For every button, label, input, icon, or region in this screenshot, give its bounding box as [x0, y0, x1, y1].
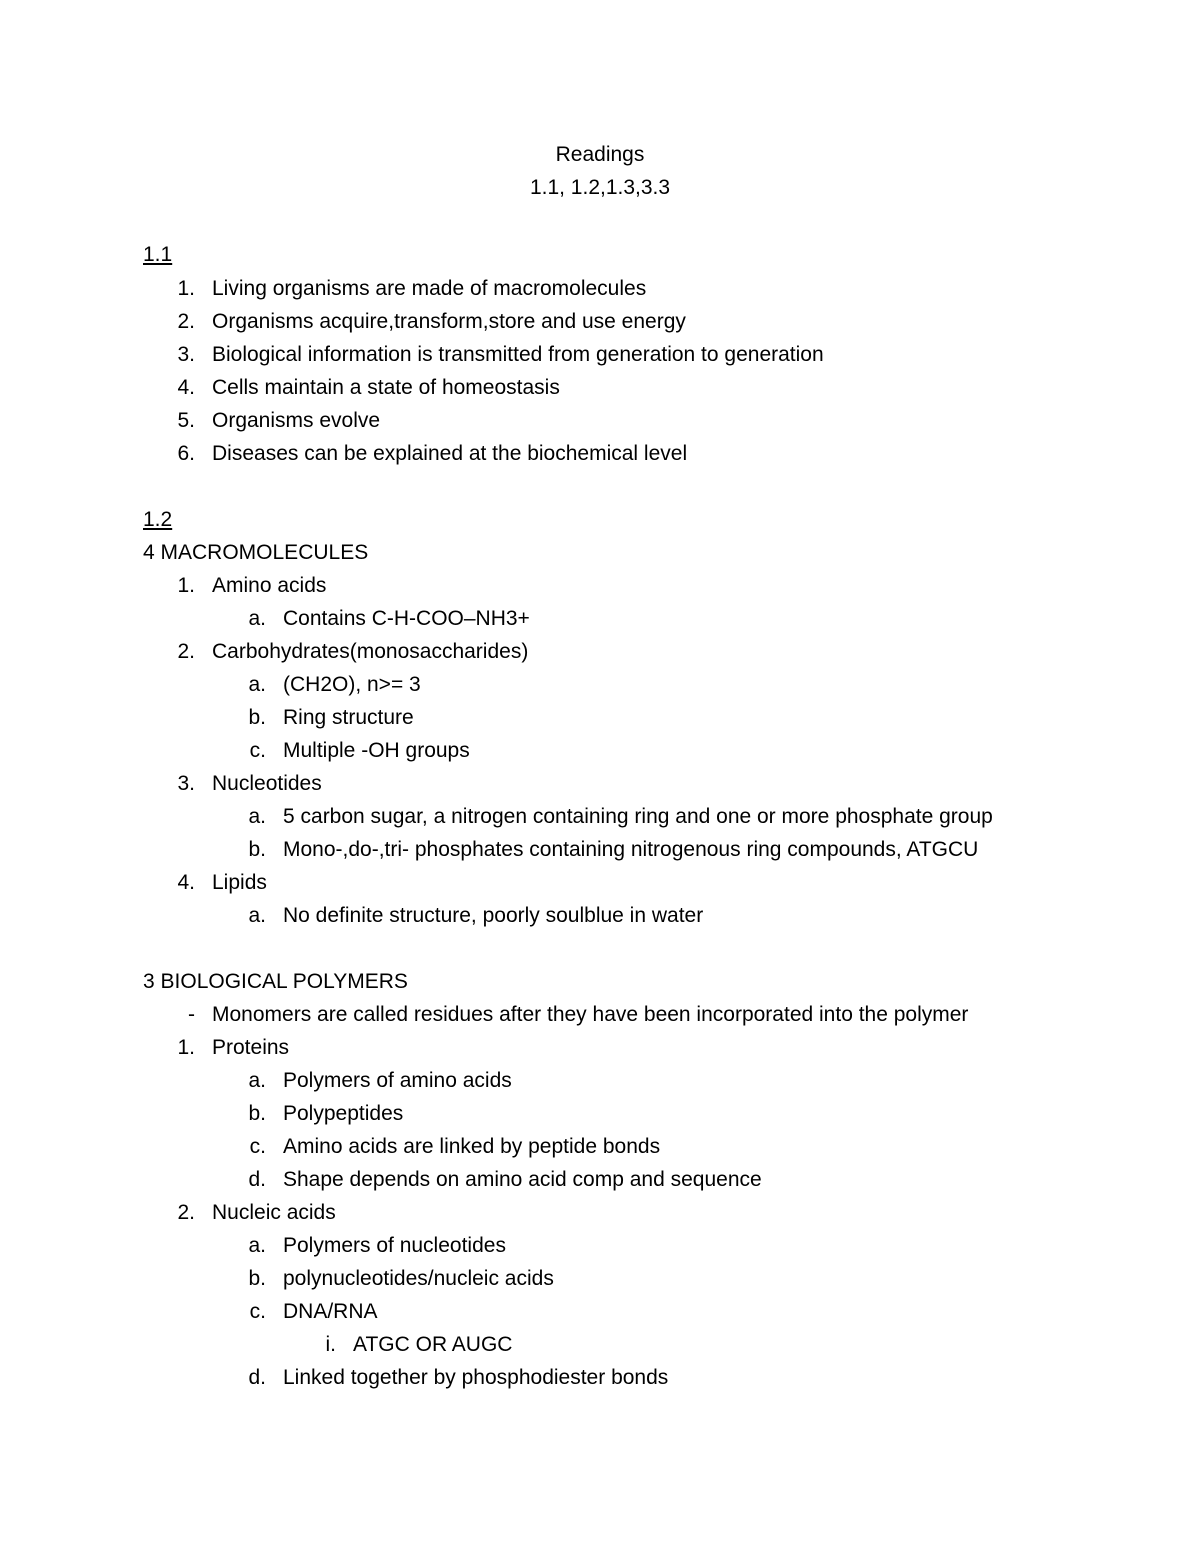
- list-marker: d.: [248, 1168, 266, 1191]
- list-item-text: Nucleic acids: [212, 1201, 336, 1224]
- list-marker: a.: [248, 607, 266, 630]
- list-item-text: Amino acids: [212, 574, 327, 597]
- list-item-text: Mono-,do-,tri- phosphates containing nitrogenous ring compounds, ATGCU: [283, 838, 979, 861]
- section-heading-1-2: 1.2: [143, 508, 173, 531]
- list-item-text: ATGC OR AUGC: [353, 1333, 513, 1356]
- list-item-text: Linked together by phosphodiester bonds: [283, 1366, 669, 1389]
- list-marker: a.: [248, 1069, 266, 1092]
- list-marker: 1.: [177, 1036, 195, 1059]
- list-marker: 4.: [177, 376, 195, 399]
- list-marker: 1.: [177, 574, 195, 597]
- list-marker: -: [188, 1003, 195, 1026]
- list-marker: 3.: [177, 772, 195, 795]
- list-marker: i.: [325, 1333, 336, 1356]
- list-marker: 2.: [177, 310, 195, 333]
- list-marker: 1.: [177, 277, 195, 300]
- list-item-text: Polypeptides: [283, 1102, 404, 1125]
- list-item-text: Contains C-H-COO–NH3+: [283, 607, 530, 630]
- document-title: Readings: [555, 143, 645, 166]
- list-item-text: Lipids: [212, 871, 267, 894]
- list-marker: a.: [248, 904, 266, 927]
- list-item-text: Proteins: [212, 1036, 290, 1059]
- section-subheading-macromolecules: 4 MACROMOLECULES: [143, 541, 369, 564]
- document-subtitle: 1.1, 1.2,1.3,3.3: [529, 176, 671, 199]
- list-marker: c.: [249, 739, 266, 762]
- list-marker: 2.: [177, 1201, 195, 1224]
- list-item-text: Nucleotides: [212, 772, 322, 795]
- list-item-text: Multiple -OH groups: [283, 739, 470, 762]
- list-item-text: 5 carbon sugar, a nitrogen containing ring and one or more phosphate group: [283, 805, 993, 828]
- list-item-text: Organisms evolve: [212, 409, 381, 432]
- section-heading-1-1: 1.1: [143, 243, 173, 266]
- list-item-text: (CH2O), n>= 3: [283, 673, 421, 696]
- list-item-text: Monomers are called residues after they have been incorporated into the polymer: [212, 1003, 969, 1026]
- list-marker: 5.: [177, 409, 195, 432]
- list-marker: c.: [249, 1300, 266, 1323]
- list-item-text: polynucleotides/nucleic acids: [283, 1267, 554, 1290]
- list-marker: d.: [248, 1366, 266, 1389]
- list-item-text: Organisms acquire,transform,store and use energy: [212, 310, 686, 333]
- list-marker: a.: [248, 673, 266, 696]
- list-marker: 2.: [177, 640, 195, 663]
- list-item-text: Cells maintain a state of homeostasis: [212, 376, 560, 399]
- list-marker: 6.: [177, 442, 195, 465]
- list-item-text: Carbohydrates(monosaccharides): [212, 640, 529, 663]
- list-item-text: Biological information is transmitted from generation to generation: [212, 343, 824, 366]
- section-heading-biological-polymers: 3 BIOLOGICAL POLYMERS: [143, 970, 408, 993]
- list-marker: b.: [248, 706, 266, 729]
- list-marker: 3.: [177, 343, 195, 366]
- list-item-text: No definite structure, poorly soulblue in water: [283, 904, 704, 927]
- list-marker: a.: [248, 1234, 266, 1257]
- list-marker: b.: [248, 1102, 266, 1125]
- list-item-text: Polymers of amino acids: [283, 1069, 512, 1092]
- list-item-text: Polymers of nucleotides: [283, 1234, 506, 1257]
- list-marker: a.: [248, 805, 266, 828]
- list-item-text: Amino acids are linked by peptide bonds: [283, 1135, 661, 1158]
- list-item-text: DNA/RNA: [283, 1300, 378, 1323]
- list-item-text: Ring structure: [283, 706, 414, 729]
- list-marker: b.: [248, 1267, 266, 1290]
- list-marker: c.: [249, 1135, 266, 1158]
- list-item-text: Diseases can be explained at the biochemical level: [212, 442, 688, 465]
- list-item-text: Living organisms are made of macromolecules: [212, 277, 647, 300]
- list-marker: 4.: [177, 871, 195, 894]
- list-item-text: Shape depends on amino acid comp and sequence: [283, 1168, 762, 1191]
- list-marker: b.: [248, 838, 266, 861]
